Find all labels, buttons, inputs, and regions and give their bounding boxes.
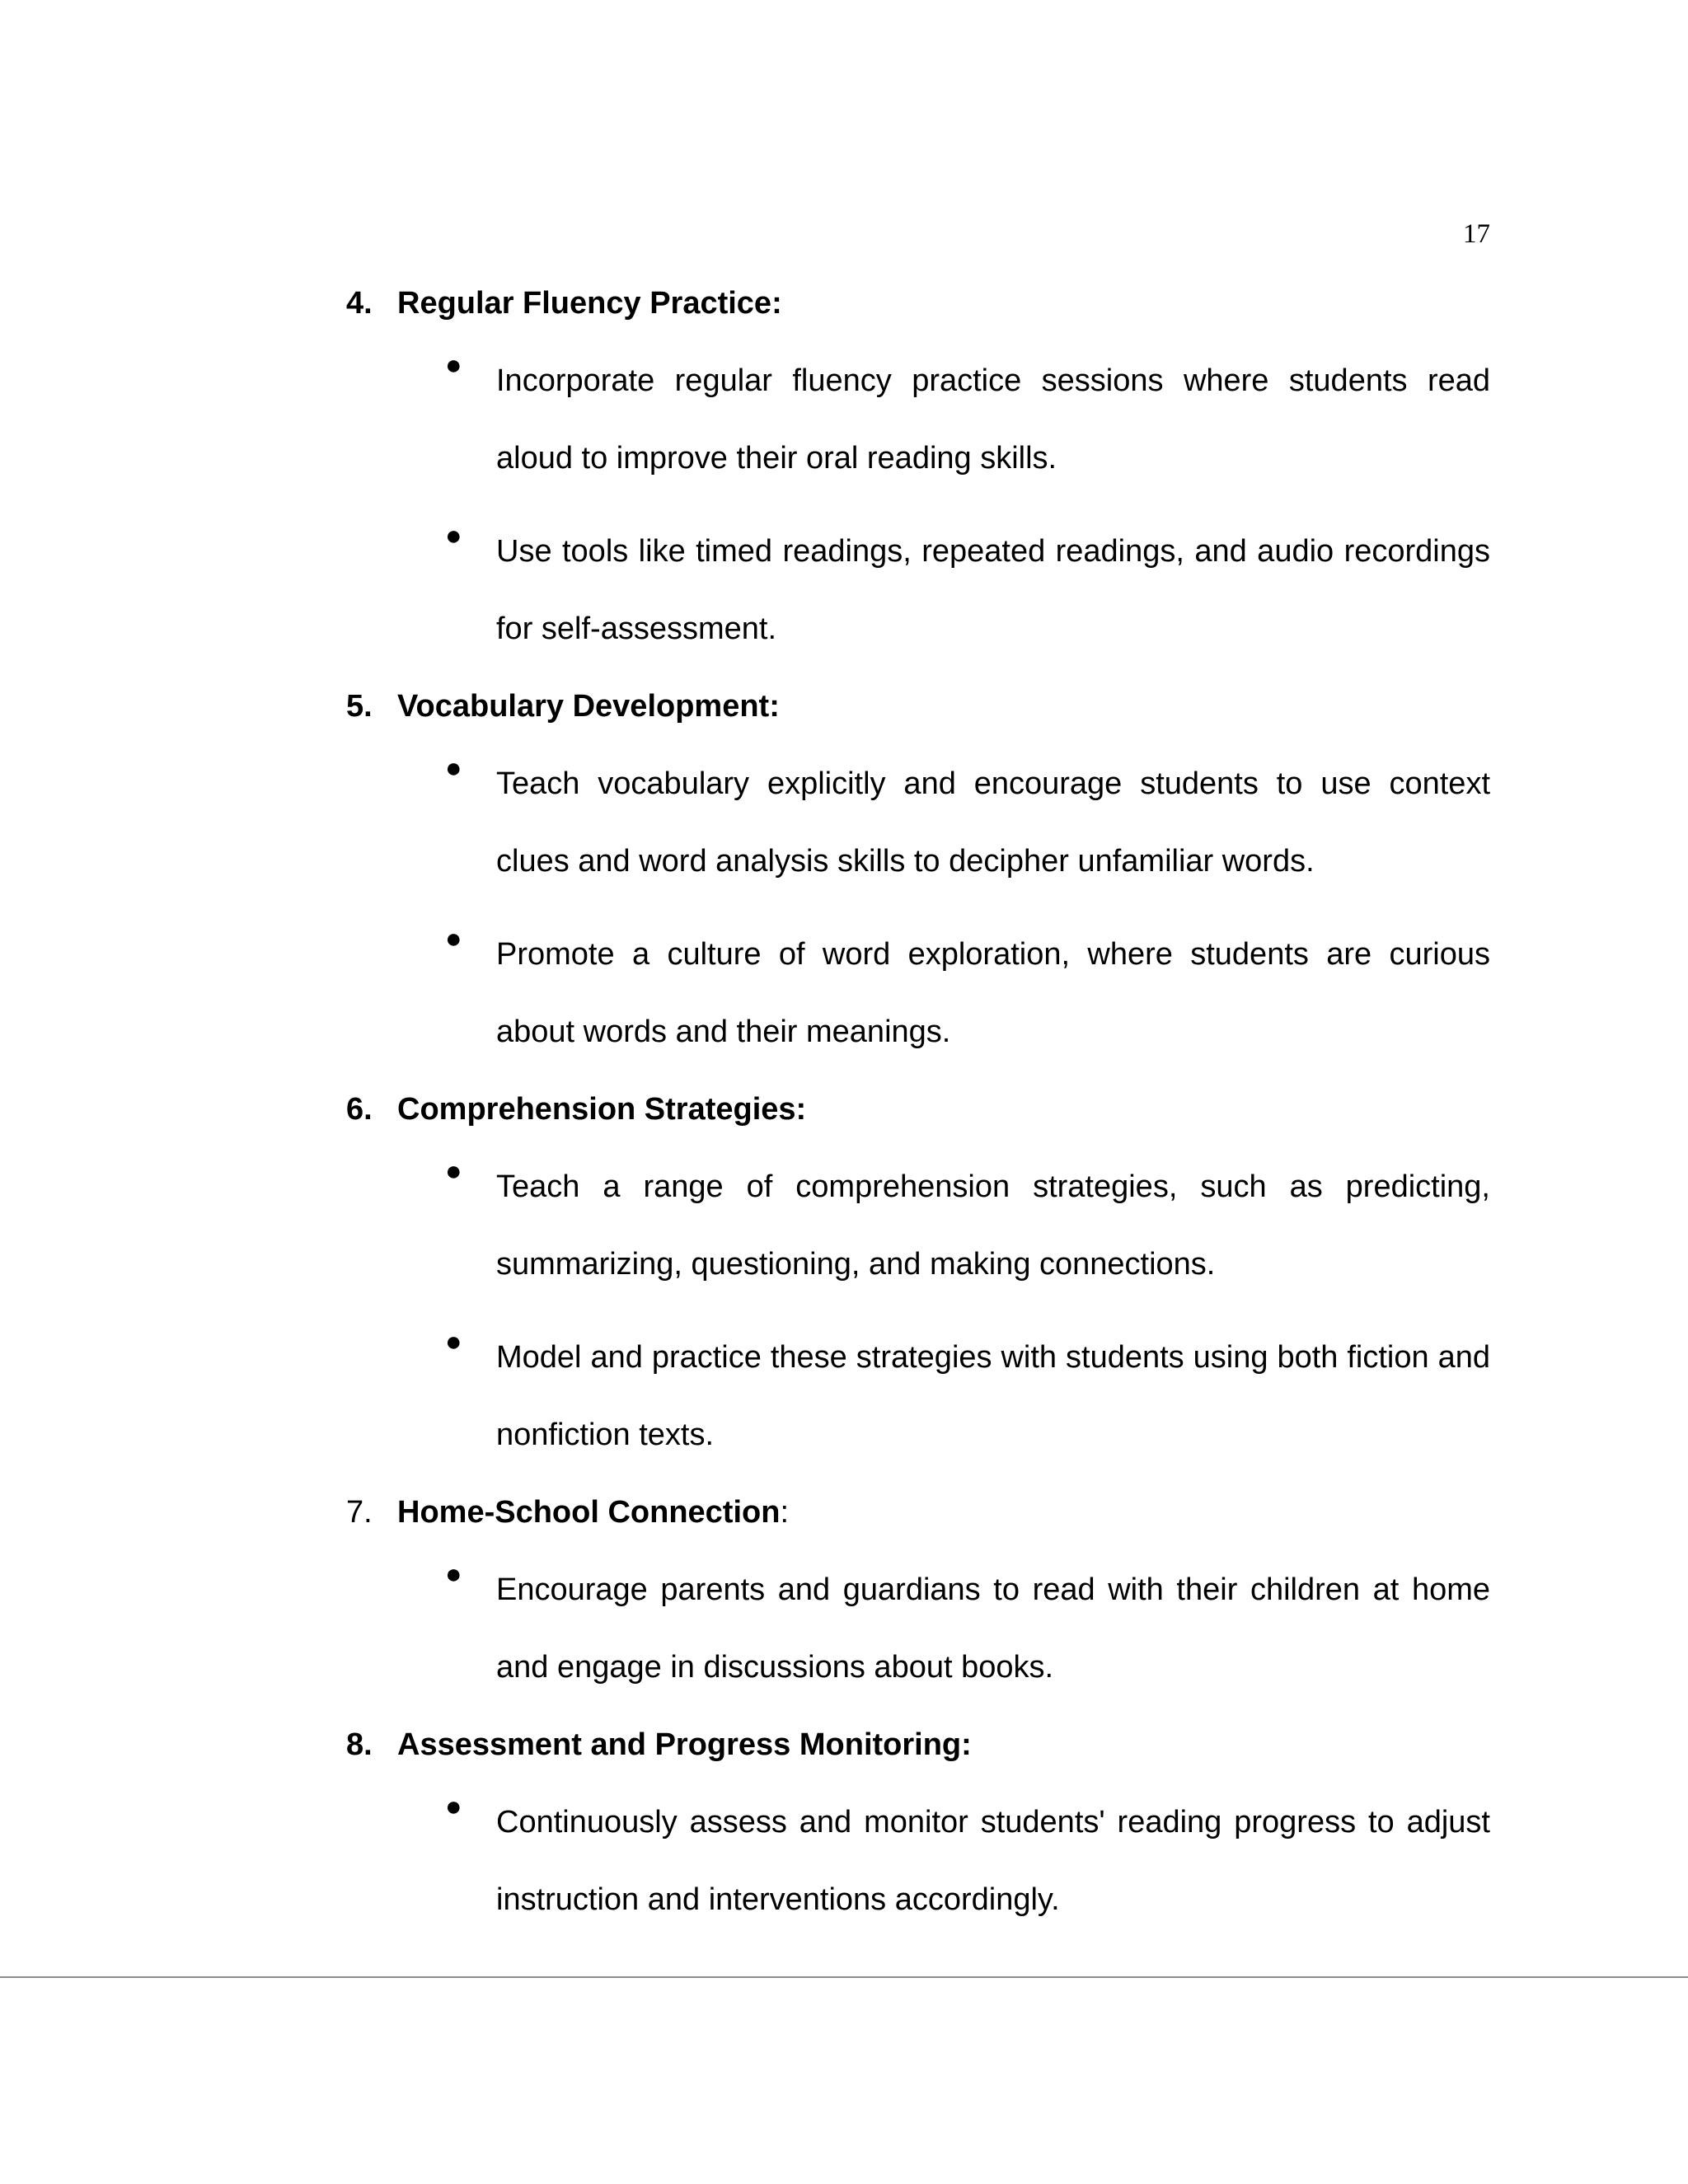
page-bottom-divider <box>0 1976 1688 1978</box>
bullet-list <box>346 1551 1490 1706</box>
bullet-icon: ● <box>445 923 462 954</box>
list-item-text: Model and practice these strategies with students using both fiction and nonfiction texts. <box>496 1340 1490 1452</box>
list-item-text: Incorporate regular fluency practice sessions where students read aloud to improve their oral reading skills. <box>496 363 1490 476</box>
bullet-icon: ● <box>445 349 462 381</box>
section-assessment-and-progress-monitoring <box>346 1722 1490 1938</box>
section-heading <box>346 1086 1490 1132</box>
section-number: 5. <box>346 689 373 724</box>
section-comprehension-strategies <box>346 1086 1490 1474</box>
list-item-text: Continuously assess and monitor students' reading progress to adjust instruction and interventions accordingly. <box>496 1805 1490 1917</box>
bullet-icon: ● <box>445 752 462 784</box>
bullet-icon: ● <box>445 1791 462 1822</box>
list-item <box>445 1551 1490 1706</box>
section-title: Assessment and Progress Monitoring: <box>397 1727 972 1762</box>
section-number: 6. <box>346 1092 373 1127</box>
section-title: Vocabulary Development: <box>397 689 780 724</box>
list-item-text: Teach vocabulary explicitly and encourage students to use context clues and word analysis skills to decipher unfamiliar words. <box>496 766 1490 879</box>
section-title <box>397 1489 789 1535</box>
section-regular-fluency-practice <box>346 280 1490 668</box>
section-heading <box>346 1722 1490 1768</box>
section-title: Regular Fluency Practice: <box>397 286 782 321</box>
section-number: 8. <box>346 1727 373 1762</box>
list-item <box>445 342 1490 497</box>
list-item-text: Teach a range of comprehension strategies, such as predicting, summarizing, questioning, and making connections. <box>496 1169 1490 1282</box>
section-heading <box>346 280 1490 326</box>
bullet-icon: ● <box>445 1326 462 1357</box>
page-number: 17 <box>1463 219 1490 249</box>
bullet-list <box>346 745 1490 1071</box>
list-item <box>445 1148 1490 1303</box>
bullet-list <box>346 342 1490 668</box>
section-number: 4. <box>346 286 373 321</box>
section-heading <box>346 683 1490 729</box>
list-item <box>445 1783 1490 1938</box>
list-item <box>445 1319 1490 1474</box>
section-title-suffix: : <box>780 1495 790 1530</box>
list-item-text: Promote a culture of word exploration, where students are curious about words and their meanings. <box>496 937 1490 1049</box>
bullet-list <box>346 1783 1490 1938</box>
list-item <box>445 513 1490 668</box>
section-heading <box>346 1489 1490 1535</box>
list-item <box>445 916 1490 1071</box>
section-home-school-connection <box>346 1489 1490 1706</box>
section-number: 7. <box>346 1495 373 1530</box>
bullet-icon: ● <box>445 520 462 551</box>
bullet-icon: ● <box>445 1558 462 1590</box>
section-title: Comprehension Strategies: <box>397 1092 807 1127</box>
bullet-icon: ● <box>445 1155 462 1187</box>
list-item <box>445 745 1490 900</box>
bullet-list <box>346 1148 1490 1474</box>
list-item-text: Encourage parents and guardians to read with their children at home and engage in discussions about books. <box>496 1572 1490 1685</box>
section-title-text: Home-School Connection <box>397 1495 781 1530</box>
list-item-text: Use tools like timed readings, repeated readings, and audio recordings for self-assessment. <box>496 534 1490 646</box>
section-vocabulary-development <box>346 683 1490 1071</box>
document-body <box>346 280 1490 1938</box>
